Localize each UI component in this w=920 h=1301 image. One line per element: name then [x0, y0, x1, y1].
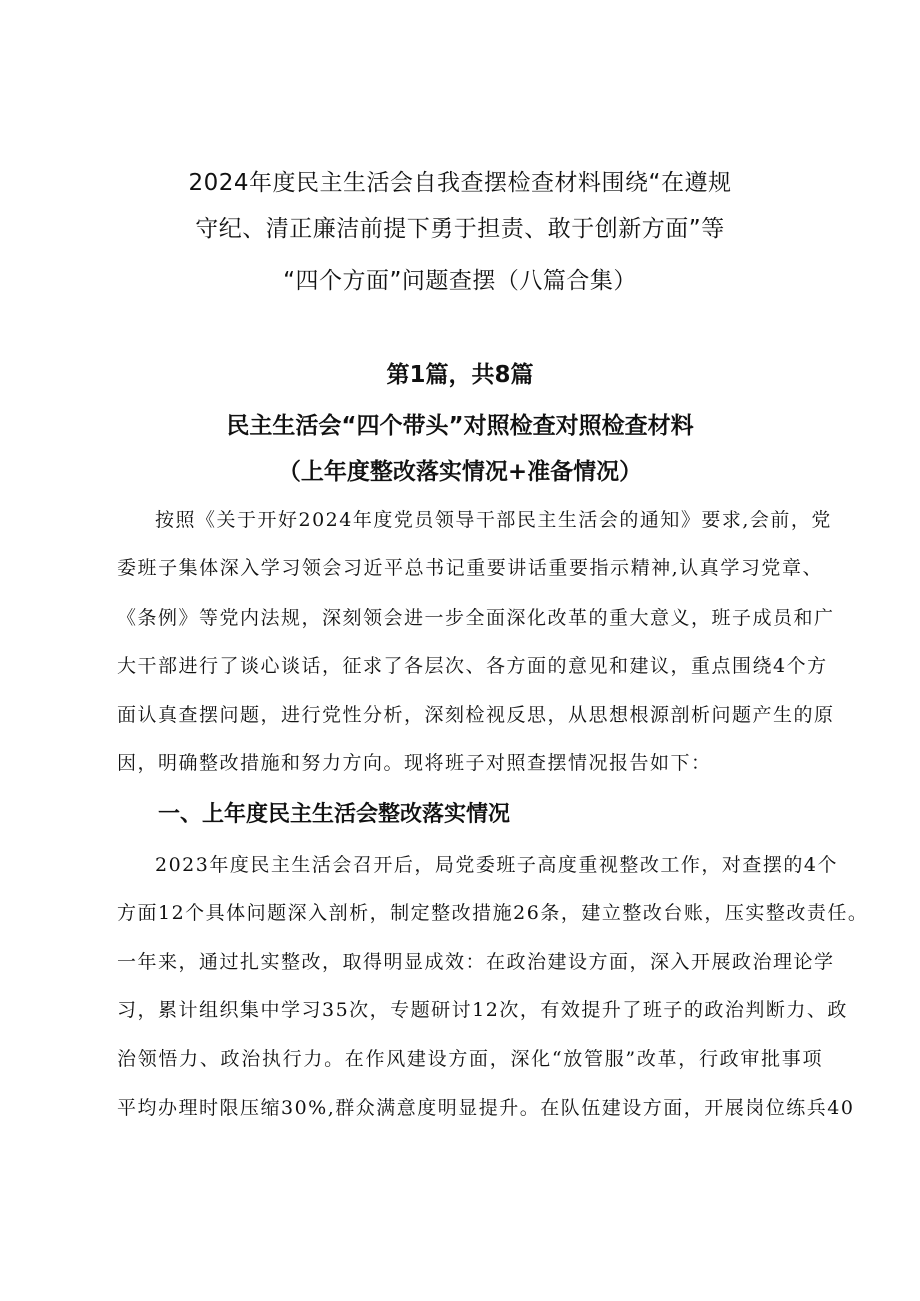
- document-title-line-1: 2024年度民主生活会自我查摆检查材料围绕“在遵规: [188, 170, 732, 196]
- section-line-1: 2023年度民主生活会召开后，局党委班子高度重视整改工作，对查摆的4个: [155, 854, 838, 876]
- intro-line-3: 《条例》等党内法规，深刻领会进一步全面深化改革的重大意义，班子成员和广: [117, 607, 835, 629]
- section-line-4: 习，累计组织集中学习35次，专题研讨12次，有效提升了班子的政治判断力、政: [117, 999, 848, 1021]
- section-line-5: 治领悟力、政治执行力。在作风建设方面，深化“放管服”改革，行政审批事项: [117, 1048, 823, 1070]
- intro-line-6: 因，明确整改措施和努力方向。现将班子对照查摆情况报告如下：: [117, 752, 712, 774]
- part-label: 第1篇，共8篇: [386, 362, 534, 388]
- document-title-line-3: “四个方面”问题查摆（八篇合集）: [283, 268, 637, 294]
- intro-line-5: 面认真查摆问题，进行党性分析，深刻检视反思，从思想根源剖析问题产生的原: [117, 704, 835, 726]
- section-heading: 一、上年度民主生活会整改落实情况: [158, 802, 511, 827]
- intro-line-4: 大干部进行了谈心谈话，征求了各层次、各方面的意见和建议，重点围绕4个方: [117, 655, 828, 677]
- subtitle-line-2: （上年度整改落实情况+准备情况）: [277, 459, 643, 485]
- section-line-6: 平均办理时限压缩30%,群众满意度明显提升。在队伍建设方面，开展岗位练兵40: [117, 1097, 855, 1119]
- section-line-3: 一年来，通过扎实整改，取得明显成效：在政治建设方面，深入开展政治理论学: [117, 951, 835, 973]
- section-line-2: 方面12个具体问题深入剖析，制定整改措施26条，建立整改台账，压实整改责任。: [117, 902, 869, 924]
- subtitle-line-1: 民主生活会“四个带头”对照检查对照检查材料: [226, 413, 694, 439]
- intro-line-1: 按照《关于开好2024年度党员领导干部民主生活会的通知》要求,会前，党: [155, 509, 832, 531]
- intro-line-2: 委班子集体深入学习领会习近平总书记重要讲话重要指示精神,认真学习党章、: [117, 557, 823, 579]
- document-title-line-2: 守纪、清正廉洁前提下勇于担责、敢于创新方面”等: [195, 216, 725, 242]
